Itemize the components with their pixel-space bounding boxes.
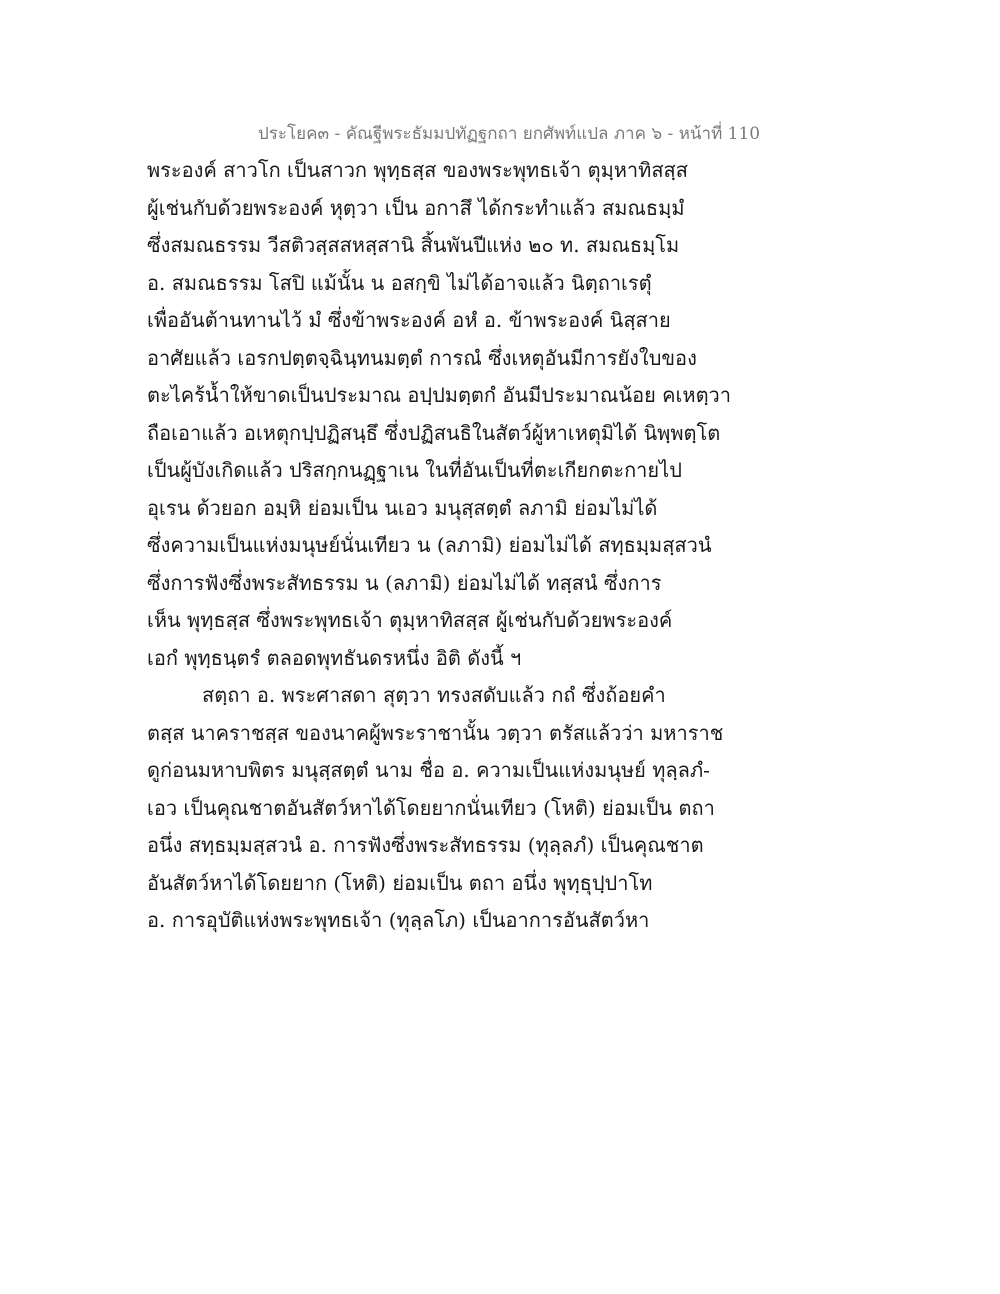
text-line: เอว เป็นคุณชาตอันสัตว์หาได้โดยยากนั่นเทียว (โหติ) ย่อมเป็น ตถา bbox=[147, 795, 715, 820]
text-line: อันสัตว์หาได้โดยยาก (โหติ) ย่อมเป็น ตถา อนึ่ง พุทฺธุปฺปาโท bbox=[147, 870, 653, 895]
text-line: อุเรน ด้วยอก อมฺหิ ย่อมเป็น นเอว มนุสฺสตฺตํ ลภามิ ย่อมไม่ได้ bbox=[147, 495, 658, 520]
text-line: ผู้เช่นกับด้วยพระองค์ หุตฺวา เป็น อกาสึ ได้กระทำแล้ว สมณธมฺมํ bbox=[147, 195, 685, 220]
text-line: ซึ่งความเป็นแห่งมนุษย์นั่นเทียว น (ลภามิ) ย่อมไม่ได้ สทฺธมฺมสฺสวนํ bbox=[147, 533, 712, 557]
text-line: อ. การอุบัติแห่งพระพุทธเจ้า (ทุลฺลโภ) เป็นอาการอันสัตว์หา bbox=[147, 908, 650, 932]
text-line: ดูก่อนมหาบพิตร มนุสฺสตฺตํ นาม ชื่อ อ. ความเป็นแห่งมนุษย์ ทุลฺลภํ- bbox=[147, 758, 710, 782]
body-text bbox=[147, 152, 867, 940]
text-line: อนึ่ง สทฺธมฺมสฺสวนํ อ. การฟังซึ่งพระสัทธรรม (ทุลฺลภํ) เป็นคุณชาต bbox=[147, 833, 704, 857]
text-line: เพื่ออันต้านทานไว้ มํ ซึ่งข้าพระองค์ อหํ อ. ข้าพระองค์ นิสฺสาย bbox=[147, 308, 671, 332]
text-line: เอกํ พุทฺธนฺตรํ ตลอดพุทธันดรหนึ่ง อิติ ดังนี้ ฯ bbox=[147, 645, 522, 670]
text-line: พระองค์ สาวโก เป็นสาวก พุทฺธสฺส ของพระพุทธเจ้า ตุมฺหาทิสสฺส bbox=[147, 158, 688, 182]
text-line: ถือเอาแล้ว อเหตุกปฺปฏิสนฺธึ ซึ่งปฏิสนธิในสัตว์ผู้หาเหตุมิได้ นิพฺพตฺโต bbox=[147, 420, 721, 445]
paragraph-start-line: สตฺถา อ. พระศาสดา สุตฺวา ทรงสดับแล้ว กถํ ซึ่งถ้อยคำ bbox=[202, 683, 666, 707]
text-line: ตะไคร้น้ำให้ขาดเป็นประมาณ อปฺปมตฺตกํ อันมีประมาณน้อย คเหตฺวา bbox=[147, 383, 732, 407]
running-header: ประโยค๓ - คัณฐีพระธัมมปทัฏฐกถา ยกศัพท์แปล ภาค ๖ - หน้าที่ 110 bbox=[258, 124, 761, 144]
text-line: เห็น พุทฺธสฺส ซึ่งพระพุทธเจ้า ตุมฺหาทิสสฺส ผู้เช่นกับด้วยพระองค์ bbox=[147, 608, 673, 632]
text-line: ซึ่งสมณธรรม วีสติวสฺสสหสฺสานิ สิ้นพันปีแห่ง ๒๐ ท. สมณธมฺโม bbox=[147, 233, 680, 257]
text-line: อ. สมณธรรม โสปิ แม้นั้น น อสกฺขิ ไม่ได้อาจแล้ว นิตฺถาเรตุํ bbox=[147, 270, 652, 295]
text-line: อาศัยแล้ว เอรกปตฺตจฺฉินฺทนมตฺตํ การณํ ซึ่งเหตุอันมีการยังใบของ bbox=[147, 345, 697, 370]
text-line: ซึ่งการฟังซึ่งพระสัทธรรม น (ลภามิ) ย่อมไม่ได้ ทสฺสนํ ซึ่งการ bbox=[147, 570, 662, 595]
text-line: เป็นผู้บังเกิดแล้ว ปริสกฺกนฏฺฐาเน ในที่อันเป็นที่ตะเกียกตะกายไป bbox=[147, 458, 682, 482]
text-line: ตสฺส นาคราชสฺส ของนาคผู้พระราชานั้น วตฺวา ตรัสแล้วว่า มหาราช bbox=[147, 720, 724, 745]
